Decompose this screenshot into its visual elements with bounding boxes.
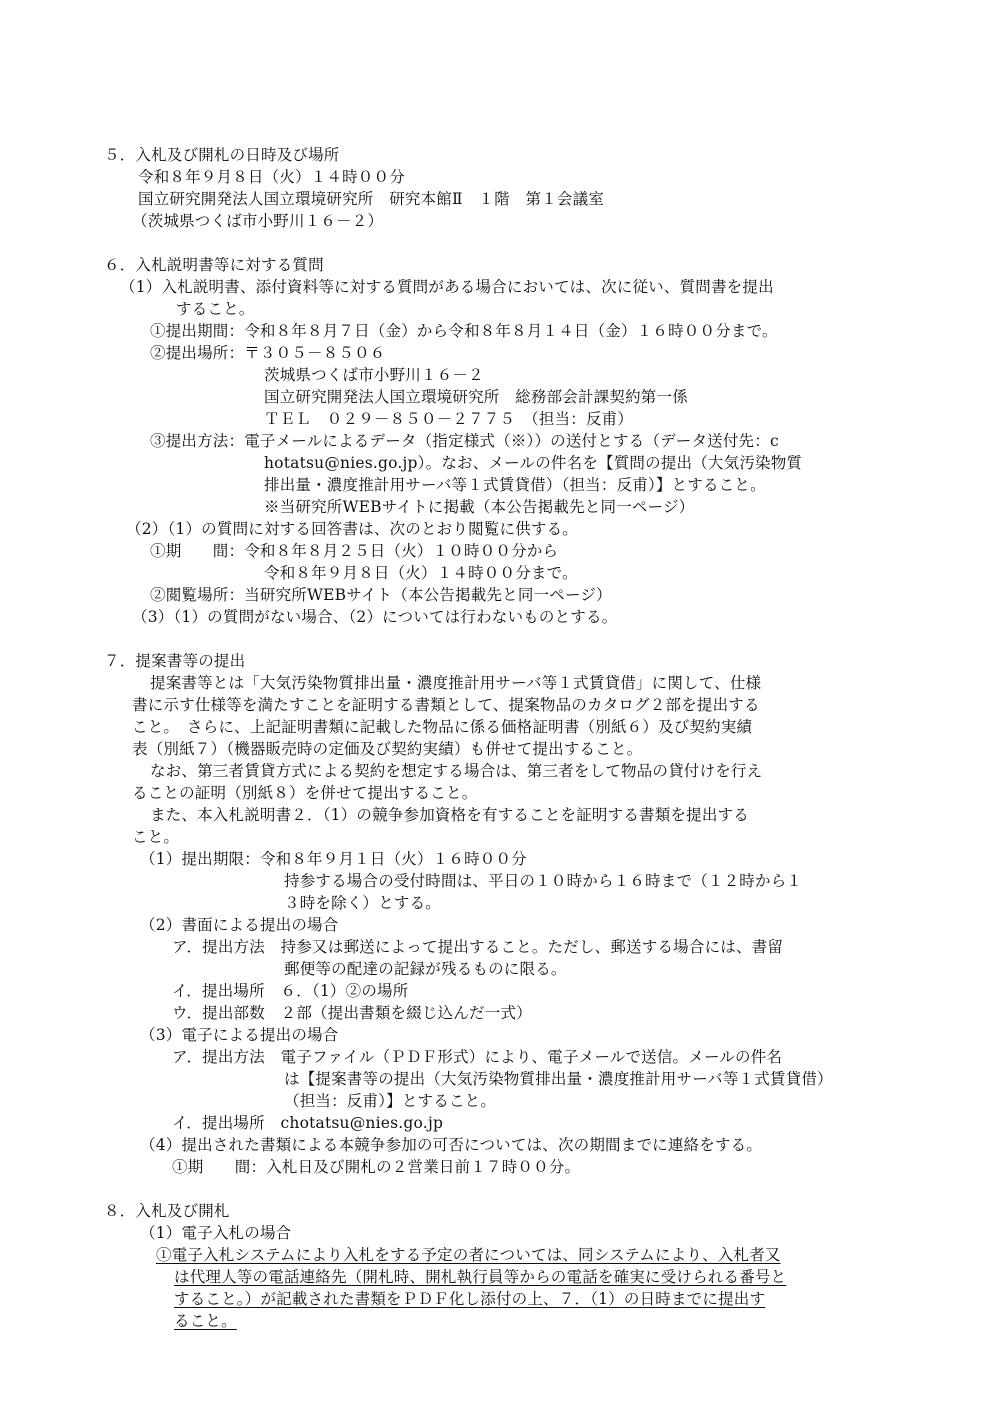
text-line: 排出量・濃度推計用サーバ等１式賃貸借）（担当：反甫）】とすること。 [264,476,766,494]
text-line: また、本入札説明書２．（1）の競争参加資格を有することを証明する書類を提出する [150,806,749,824]
text-line: （4）提出された書類による本競争参加の可否については、次の期間までに連絡をする。 [140,1136,763,1154]
text-line: （3）（1）の質問がない場合、（2）については行わないものとする。 [132,608,618,626]
text-line: ＴＥＬ ０２９－８５０－２７７５ （担当：反甫） [264,410,634,428]
text-line: （茨城県つくば市小野川１６－２） [132,212,384,230]
underlined-text-line: ①電子入札システムにより入札をする予定の者については、同システムにより、入札者又 [156,1246,781,1264]
section-5-heading: ５．入札及び開札の日時及び場所 [104,146,340,164]
text-line: ③提出方法：電子メールによるデータ（指定様式（※））の送付とする（データ送付先：c [150,432,779,450]
text-line: 令和８年９月８日（火）１４時００分まで。 [264,564,578,582]
text-line: ３時を除く）とする。 [284,894,442,912]
text-line: 書に示す仕様等を満たすことを証明する書類として、提案物品のカタログ２部を提出する [132,696,760,714]
underlined-text-line: すること。）が記載された書類をＰＤＦ化し添付の上、７．（1）の日時までに提出す [174,1290,766,1308]
text-line: 令和８年９月８日（火）１４時００分 [138,168,405,186]
text-line: なお、第三者賃貸方式による契約を想定する場合は、第三者をして物品の貸付けを行え [150,762,763,780]
text-line: 提案書等とは「大気汚染物質排出量・濃度推計用サーバ等１式賃貸借」に関して、仕様 [150,674,762,692]
text-line: ②提出場所：〒３０５－８５０６ [150,344,386,362]
text-line: hotatsu@nies.go.jp）。なお、メールの件名を【質問の提出（大気汚染物質 [264,454,803,472]
text-line: （3）電子による提出の場合 [140,1026,339,1044]
text-line: すること。 [176,300,255,318]
section-8-heading: ８．入札及び開札 [104,1202,230,1220]
section-7-heading: ７．提案書等の提出 [104,652,246,670]
section-6-heading: ６．入札説明書等に対する質問 [104,256,324,274]
text-line: （担当：反甫）】とすること。 [284,1092,497,1110]
text-line: ①期 間：入札日及び開札の２営業日前１７時００分。 [172,1158,581,1176]
text-line: は【提案書等の提出（大気汚染物質排出量・濃度推計用サーバ等１式賃貸借） [284,1070,833,1088]
text-line: ア．提出方法 持参又は郵送によって提出すること。ただし、郵送する場合には、書留 [172,938,784,956]
text-line: ①期 間：令和８年８月２５日（火）１０時００分から [150,542,559,560]
text-line: 国立研究開発法人国立環境研究所 研究本館Ⅱ １階 第１会議室 [138,190,605,208]
text-line: （2）書面による提出の場合 [140,916,339,934]
text-line: ることの証明（別紙８）を併せて提出すること。 [132,784,478,802]
text-line: （1）入札説明書、添付資料等に対する質問がある場合においては、次に従い、質問書を提出 [120,278,774,296]
text-line: ウ．提出部数 ２部（提出書類を綴じ込んだ一式） [172,1004,532,1022]
text-line: （1）電子入札の場合 [140,1224,292,1242]
text-line: 国立研究開発法人国立環境研究所 総務部会計課契約第一係 [264,388,688,406]
text-line: ア．提出方法 電子ファイル（ＰＤＦ形式）により、電子メールで送信。メールの件名 [172,1048,783,1066]
text-line: ①提出期間：令和８年８月７日（金）から令和８年８月１４日（金）１６時００分まで。 [150,322,778,340]
text-line: 持参する場合の受付時間は、平日の１０時から１６時まで（１２時から１ [284,872,803,890]
text-line: （2）（1）の質問に対する回答書は、次のとおり閲覧に供する。 [126,520,578,538]
text-line: （1）提出期限：令和８年９月１日（火）１６時００分 [140,850,527,868]
underlined-text-line: は代理人等の電話連絡先（開札時、開札執行員等からの電話を確実に受けられる番号と [174,1268,787,1286]
text-line: ※当研究所WEBサイトに掲載（本公告掲載先と同一ページ） [264,498,695,516]
text-line: ②閲覧場所：当研究所WEBサイト（本公告掲載先と同一ページ） [150,586,612,604]
text-line: こと。 さらに、上記証明書類に記載した物品に係る価格証明書（別紙６）及び契約実績 [132,718,753,736]
text-line: こと。 [132,828,180,846]
text-line: 茨城県つくば市小野川１６－２ [264,366,484,384]
text-line: 郵便等の配達の記録が残るものに限る。 [284,960,567,978]
text-line: イ．提出場所 ６．（1）②の場所 [172,982,409,1000]
underlined-text-line: ること。 [174,1312,237,1330]
text-line: イ．提出場所 chotatsu@nies.go.jp [172,1114,444,1132]
text-line: 表（別紙７）（機器販売時の定価及び契約実績）も併せて提出すること。 [132,740,643,758]
